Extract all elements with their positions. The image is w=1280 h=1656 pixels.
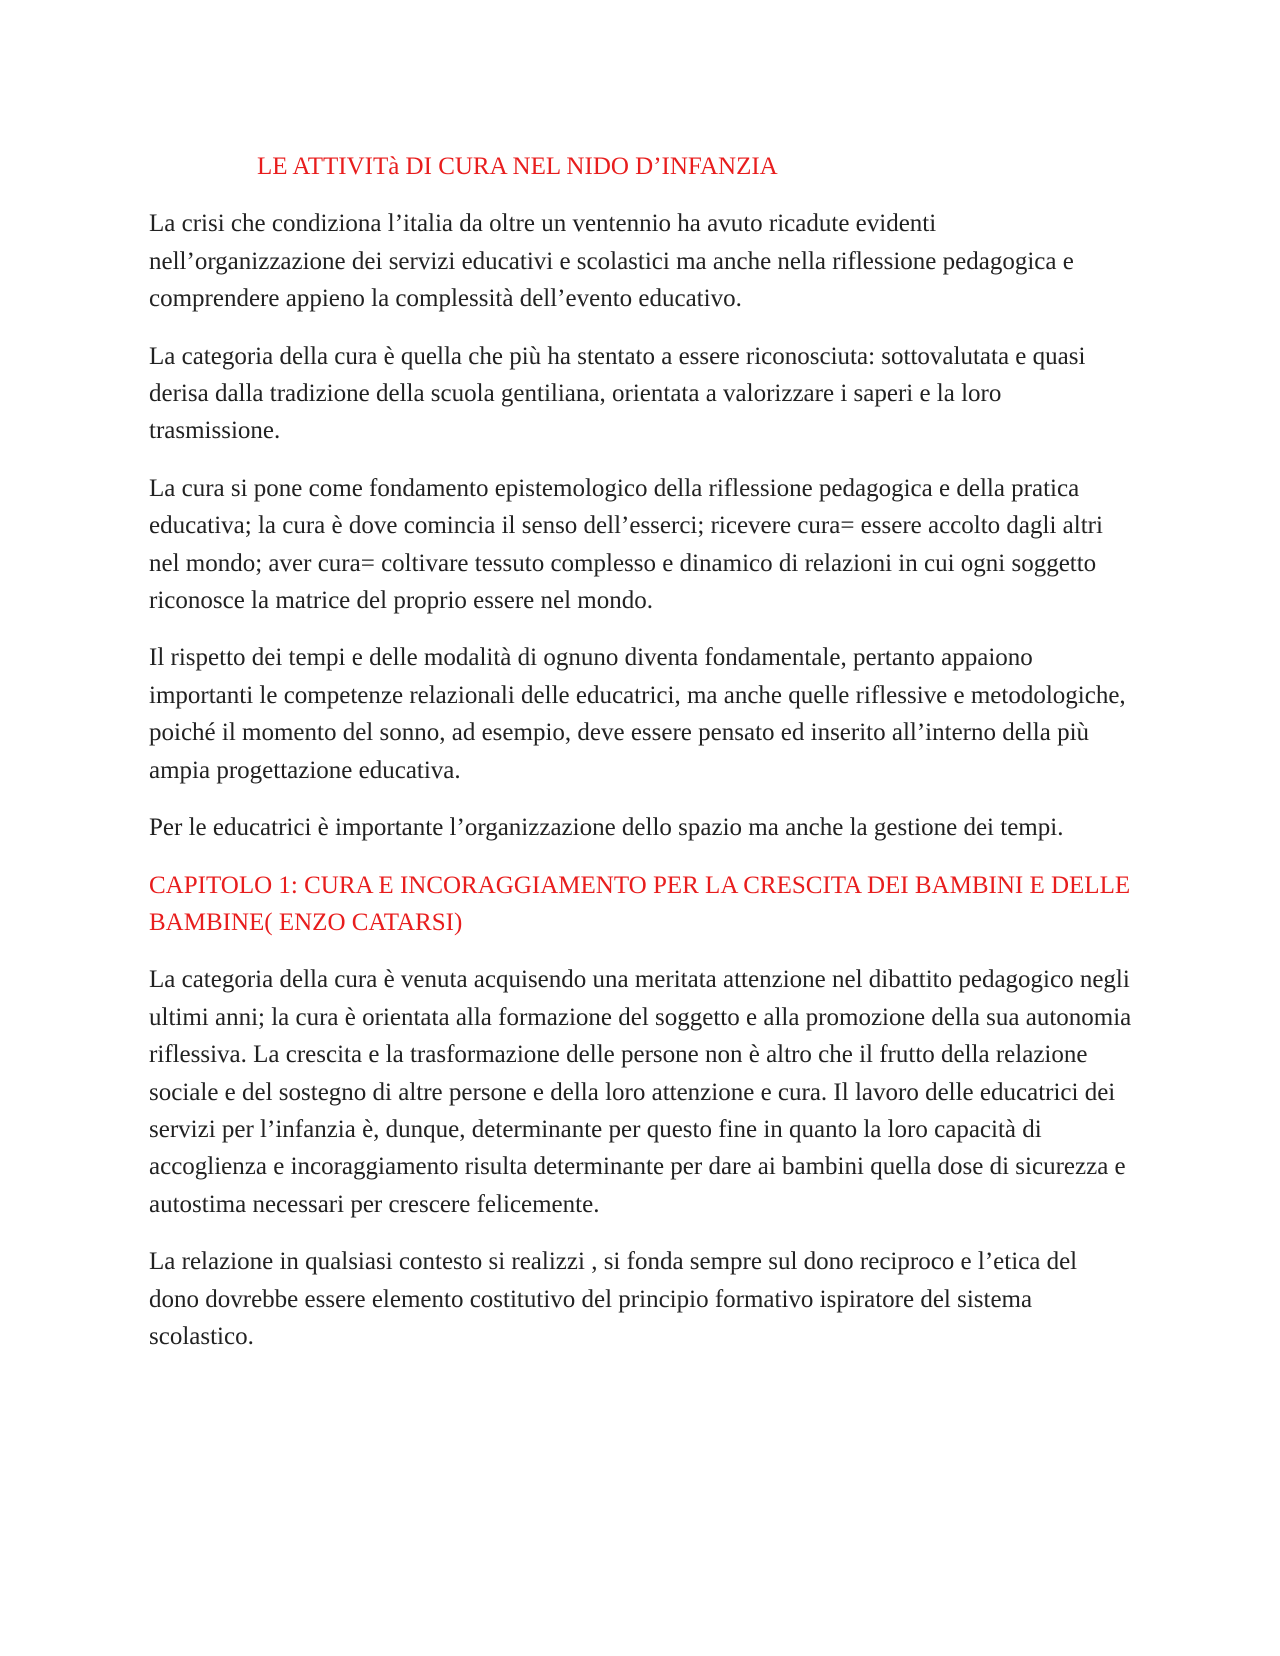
- paragraph: La crisi che condiziona l’italia da oltre un ventennio ha avuto ricadute evidenti nell’organizzazione dei servizi educativi e scolastici ma anche nella riflessione pedagogica e comprendere appieno la complessità dell’evento educativo.: [149, 210, 1074, 313]
- paragraph: La categoria della cura è quella che più ha stentato a essere riconosciuta: sottovalutata e quasi derisa dalla tradizione della scuola gentiliana, orientata a valorizzare i saperi e la loro trasmissione.: [149, 342, 1086, 445]
- paragraph: Per le educatrici è importante l’organizzazione dello spazio ma anche la gestione dei tempi.: [149, 814, 1064, 842]
- paragraph: Il rispetto dei tempi e delle modalità di ognuno diventa fondamentale, pertanto appaiono importanti le competenze relazionali delle educatrici, ma anche quelle riflessive e metodologiche, poiché il momento del sonno, ad esempio, deve essere pensato ed inserito all’interno della più ampia progettazione educativa.: [149, 644, 1126, 784]
- document-body: [149, 148, 1132, 1375]
- document-title: LE ATTIVITà DI CURA NEL NIDO D’INFANZIA: [257, 153, 778, 180]
- chapter-heading: CAPITOLO 1: CURA E INCORAGGIAMENTO PER LA CRESCITA DEI BAMBINI E DELLE BAMBINE( ENZO CATARSI): [149, 871, 1131, 936]
- paragraph: La categoria della cura è venuta acquisendo una meritata attenzione nel dibattito pedagogico negli ultimi anni; la cura è orientata alla formazione del soggetto e alla promozione della sua autonomia riflessiva. La crescita e la trasformazione delle persone non è altro che il frutto della relazione sociale e del sostegno di altre persone e della loro attenzione e cura. Il lavoro delle educatrici dei servizi per l’infanzia è, dunque, determinante per questo fine in quanto la loro capacità di accoglienza e incoraggiamento risulta determinante per dare ai bambini quella dose di sicurezza e autostima necessari per crescere felicemente.: [149, 966, 1132, 1218]
- paragraph: La cura si pone come fondamento epistemologico della riflessione pedagogica e della pratica educativa; la cura è dove comincia il senso dell’esserci; ricevere cura= essere accolto dagli altri nel mondo; aver cura= coltivare tessuto complesso e dinamico di relazioni in cui ogni soggetto riconosce la matrice del proprio essere nel mondo.: [149, 474, 1103, 615]
- paragraph: La relazione in qualsiasi contesto si realizzi , si fonda sempre sul dono reciproco e l’etica del dono dovrebbe essere elemento costitutivo del principio formativo ispiratore del sistema scolastico.: [149, 1248, 1078, 1350]
